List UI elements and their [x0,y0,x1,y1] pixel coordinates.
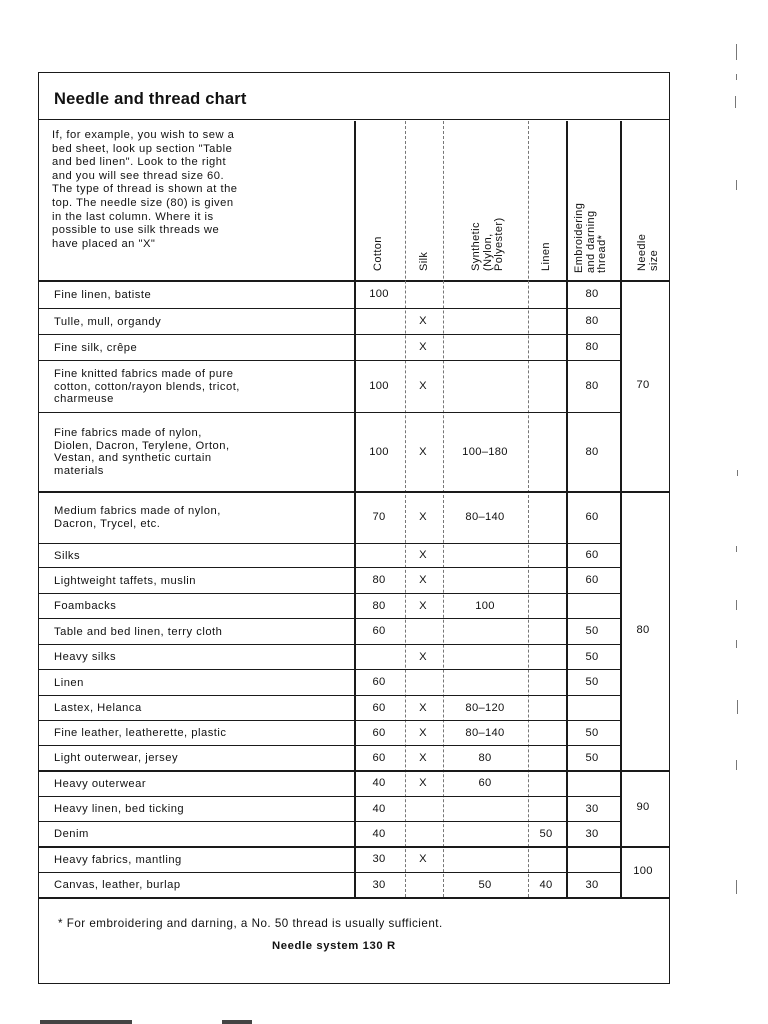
needle-system: Needle system 130 R [272,940,396,952]
fabric-label: Tulle, mull, organdy [54,315,162,328]
cell-embroidering: 60 [585,574,599,586]
column-divider-embroidering-needle [620,121,622,897]
needle-size-value: 90 [636,801,650,813]
cell-silk: X [419,777,427,789]
needle-size-value: 80 [636,623,650,636]
cell-cotton: 60 [372,701,386,714]
cell-cotton: 60 [372,726,386,739]
fabric-label: Light outerwear, jersey [54,752,179,765]
fabric-label: Foambacks [54,600,117,613]
cell-embroidering: 80 [585,341,599,353]
cell-cotton: 30 [372,853,386,865]
scan-speck [736,760,737,770]
fabric-label: Medium fabrics made of nylon, Dacron, Trycel, etc. [54,505,221,530]
cell-embroidering: 80 [585,288,599,300]
cell-linen: 50 [539,827,553,840]
group-rule [39,846,669,848]
cell-silk: X [419,751,427,764]
scan-speck [736,880,737,894]
row-rule [39,334,620,335]
cell-embroidering: 80 [585,380,599,392]
cell-embroidering: 50 [585,676,599,688]
cell-cotton: 100 [369,380,389,392]
cell-linen: 40 [539,878,553,891]
fabric-label: Canvas, leather, burlap [54,879,181,892]
cell-silk: X [419,315,427,327]
cell-cotton: 60 [372,751,386,764]
cell-embroidering: 30 [585,827,599,840]
column-divider-linen-embroidering [566,121,568,897]
column-header-silk: Silk [418,251,430,271]
fabric-label: Heavy fabrics, mantling [54,853,182,866]
scan-speck [735,96,736,108]
cell-silk: X [419,599,427,612]
fabric-label: Fine knitted fabrics made of pure cotton, cotton/rayon blends, tricot, charmeuse [54,368,240,406]
scan-speck [736,180,737,190]
fabric-label: Fine fabrics made of nylon, Diolen, Dacron, Terylene, Orton, Vestan, and synthetic curtain materials [54,427,230,478]
scan-speck [736,600,737,610]
cell-embroidering: 60 [585,549,599,561]
chart-title: Needle and thread chart [54,90,247,108]
cell-silk: X [419,511,427,523]
row-rule [39,644,620,645]
cell-synthetic: 80–140 [465,726,505,739]
scan-speck [736,640,737,648]
cell-embroidering: 80 [585,315,599,327]
row-rule [39,872,620,873]
column-header-linen: Linen [540,242,552,271]
needle-size-value: 70 [636,378,650,391]
row-rule [39,567,620,568]
needle-size-value: 100 [633,864,653,877]
scan-mark [222,1020,252,1024]
footnote: * For embroidering and darning, a No. 50 thread is usually sufficient. [58,917,443,930]
fabric-label: Fine linen, batiste [54,288,152,301]
group-rule [39,491,669,493]
cell-cotton: 60 [372,625,386,637]
cell-embroidering: 50 [585,625,599,637]
group-rule [39,770,669,772]
scan-speck [736,44,737,60]
title-bar [39,73,669,120]
cell-silk: X [419,445,427,458]
row-rule [39,669,620,670]
needle-thread-chart [38,72,670,984]
cell-cotton: 40 [372,802,386,815]
column-header-synthetic: Synthetic (Nylon, Polyester) [470,217,505,271]
cell-embroidering: 50 [585,751,599,764]
cell-synthetic: 100–180 [462,445,508,458]
column-header-embroidering: Embroidering and darning thread* [573,202,608,273]
intro-text: If, for example, you wish to sew a bed sheet, look up section "Table and bed linen". Look to the right and you will see thread size 60. The type of thread is shown at the top. The needle size (80) is given in the last column. Where it is possible to use silk threads we have placed an "X" [52,129,238,250]
column-header-cotton: Cotton [372,236,384,271]
column-divider-cotton-silk [405,121,406,897]
row-rule [39,593,620,594]
fabric-label: Silks [54,549,81,562]
column-header-needle: Needle size [636,233,660,271]
cell-silk: X [419,726,427,739]
cell-synthetic: 80 [478,751,492,764]
cell-synthetic: 50 [478,878,492,891]
cell-embroidering: 30 [585,878,599,891]
fabric-label: Denim [54,828,89,841]
cell-cotton: 40 [372,777,386,789]
fabric-label: Heavy outerwear [54,777,147,790]
cell-cotton: 40 [372,827,386,840]
row-rule [39,821,620,822]
fabric-label: Table and bed linen, terry cloth [54,625,223,638]
cell-silk: X [419,341,427,353]
scan-mark [40,1020,132,1024]
cell-cotton: 80 [372,574,386,586]
scan-speck [737,470,738,476]
cell-synthetic: 80–140 [465,511,505,523]
scan-speck [736,74,737,80]
row-rule [39,796,620,797]
fabric-label: Lastex, Helanca [54,702,142,715]
cell-cotton: 30 [372,878,386,891]
column-divider-label [354,121,356,897]
cell-cotton: 100 [369,288,389,300]
cell-synthetic: 80–120 [465,701,505,714]
cell-cotton: 60 [372,676,386,688]
cell-silk: X [419,650,427,663]
row-rule [39,543,620,544]
cell-embroidering: 30 [585,802,599,815]
fabric-label: Heavy linen, bed ticking [54,803,185,816]
cell-silk: X [419,380,427,392]
cell-embroidering: 80 [585,445,599,458]
row-rule [39,745,620,746]
scan-speck [737,700,738,714]
cell-synthetic: 100 [475,599,495,612]
fabric-label: Heavy silks [54,651,117,664]
cell-cotton: 100 [369,445,389,458]
column-divider-silk-synthetic [443,121,444,897]
cell-synthetic: 60 [478,777,492,789]
table-bottom-rule [39,897,669,899]
row-rule [39,720,620,721]
cell-silk: X [419,853,427,865]
fabric-label: Fine silk, crêpe [54,341,138,354]
row-rule [39,308,620,309]
cell-silk: X [419,549,427,561]
row-rule [39,695,620,696]
fabric-label: Linen [54,676,84,689]
scan-speck [736,546,737,552]
fabric-label: Fine leather, leatherette, plastic [54,727,227,740]
cell-embroidering: 60 [585,511,599,523]
row-rule [39,618,620,619]
fabric-label: Lightweight taffets, muslin [54,574,197,587]
cell-cotton: 80 [372,599,386,612]
row-rule [39,360,620,361]
cell-silk: X [419,701,427,714]
cell-cotton: 70 [372,511,386,523]
column-divider-synthetic-linen [528,121,529,897]
cell-silk: X [419,574,427,586]
row-rule [39,412,620,413]
cell-embroidering: 50 [585,726,599,739]
cell-embroidering: 50 [585,650,599,663]
